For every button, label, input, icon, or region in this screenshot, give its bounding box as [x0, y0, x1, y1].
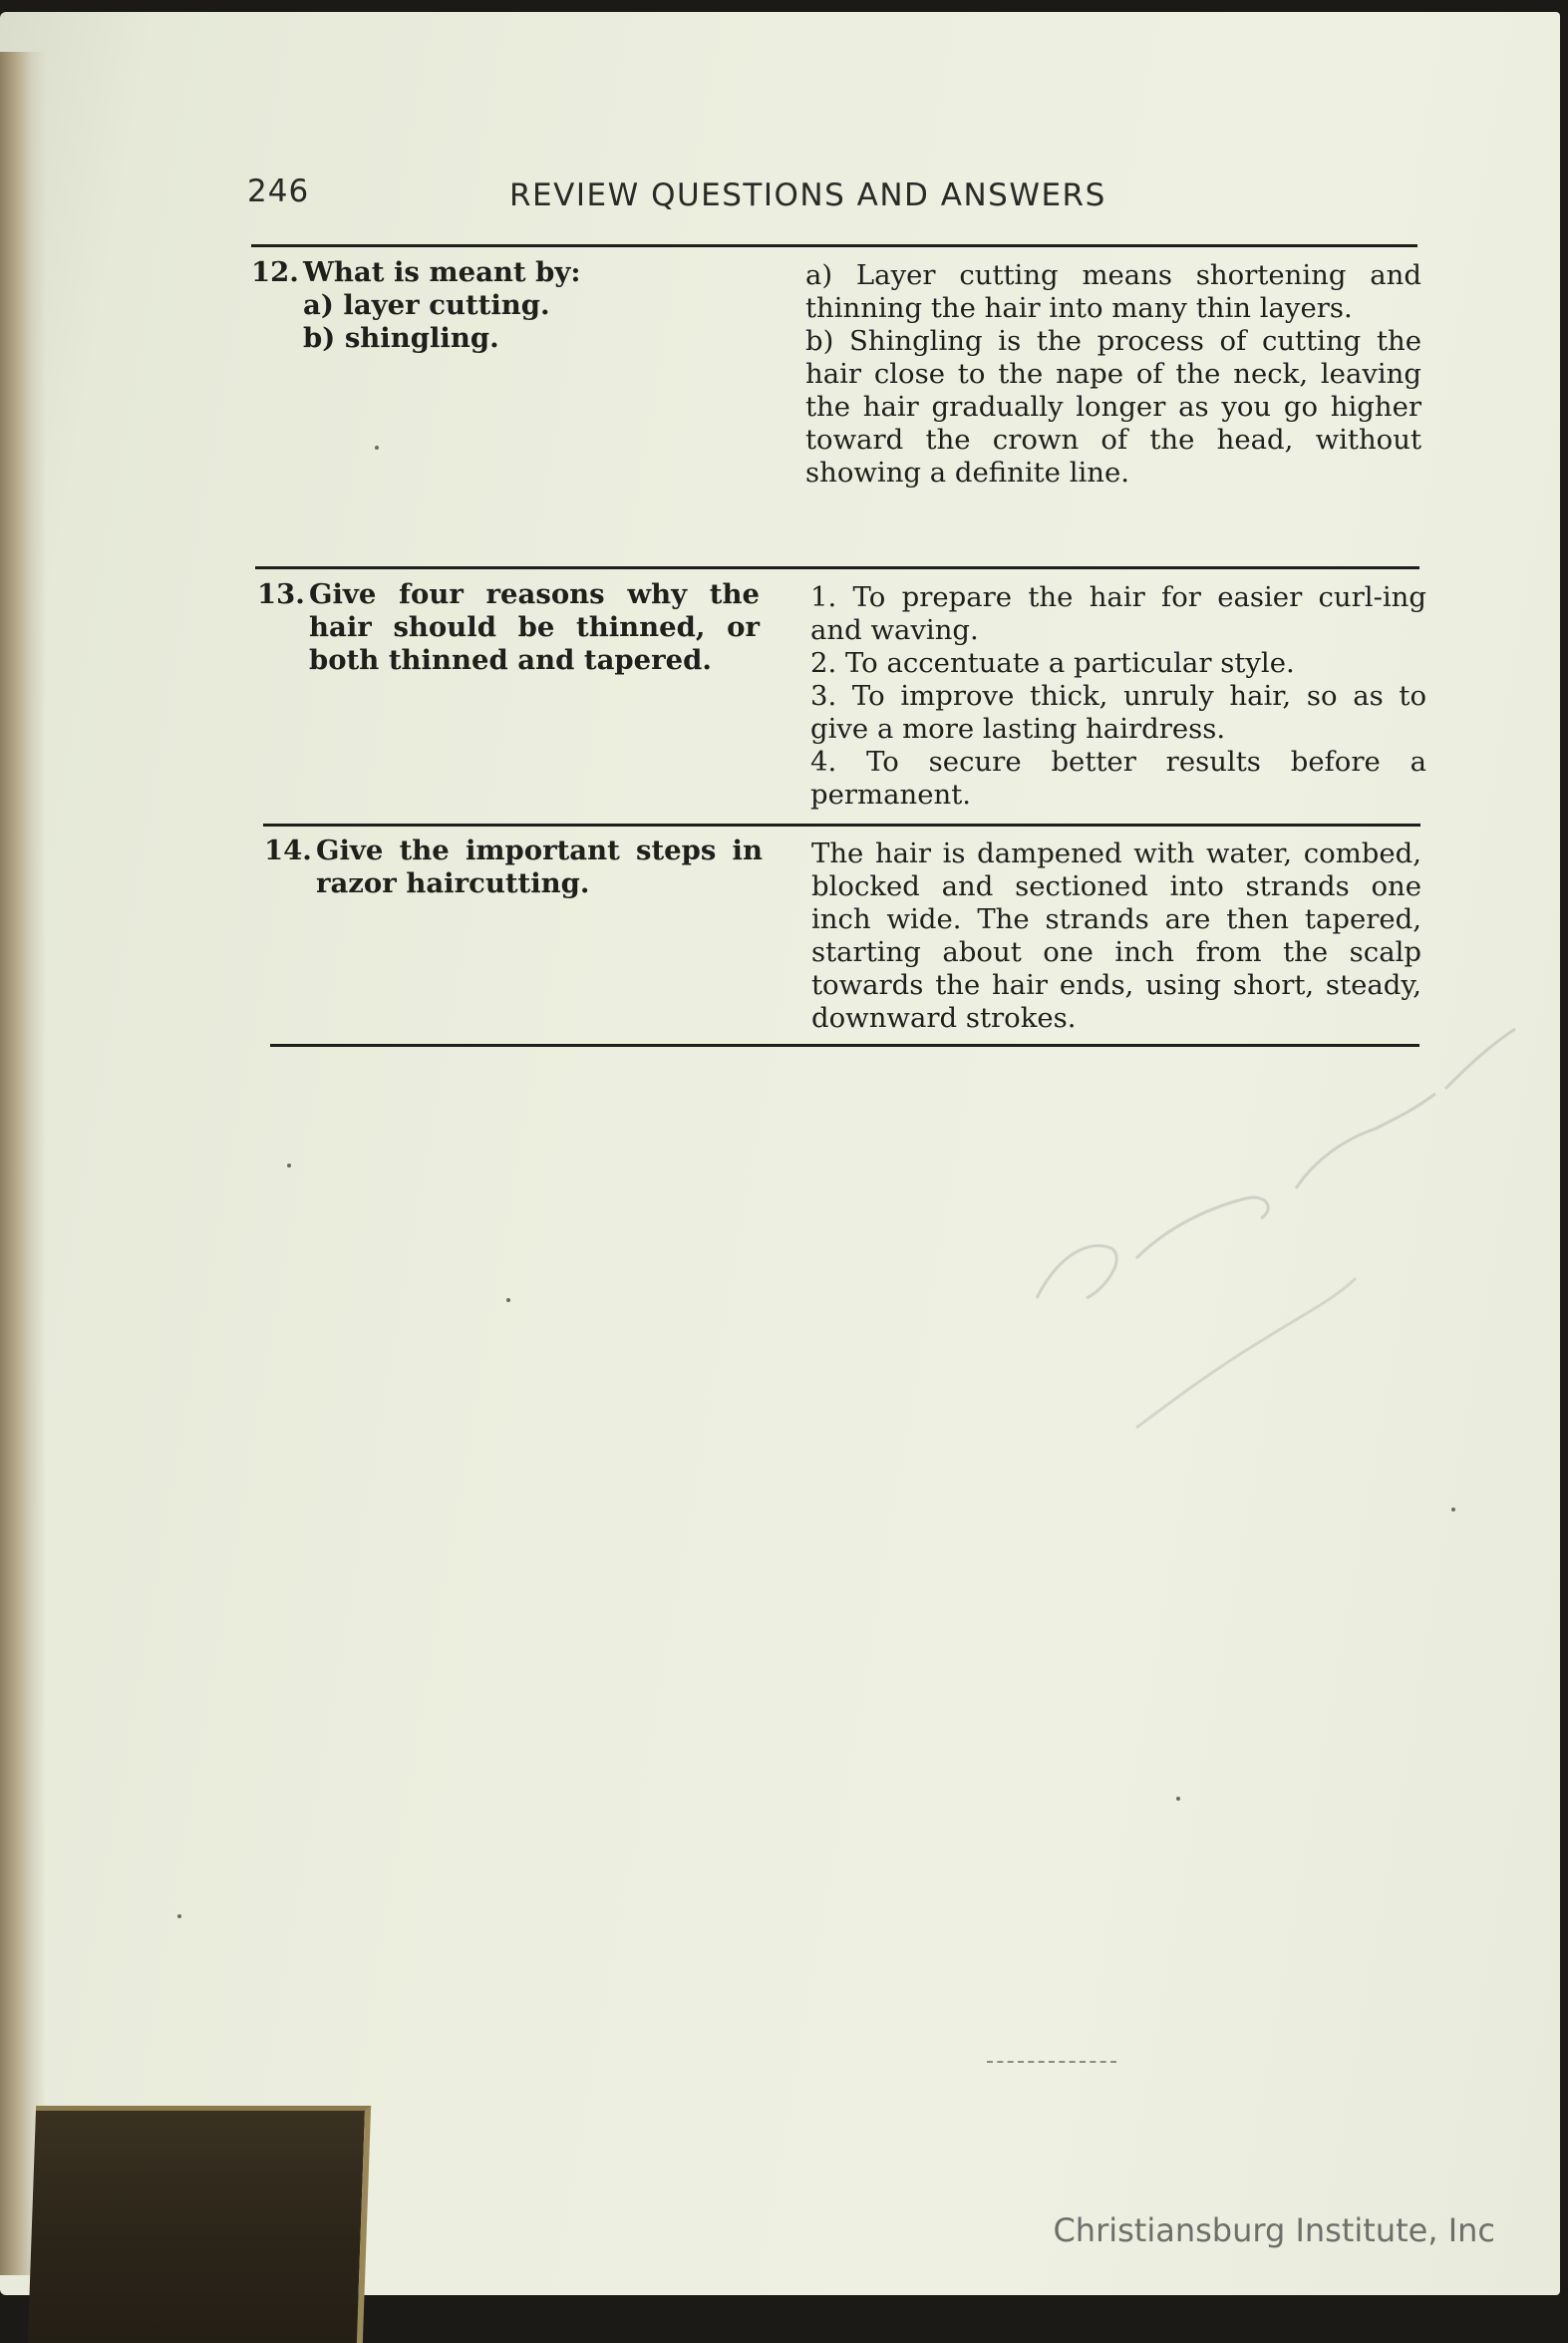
answer-paragraph: 2. To accentuate a particular style.: [810, 647, 1295, 679]
question-text: Give four reasons why the hair should be thinned, or both thinned and tapered.: [309, 578, 760, 676]
paper-speck: [287, 1164, 291, 1168]
question-text: Give the important steps in razor haircutting.: [316, 835, 763, 899]
answer-paragraph: The hair is dampened with water, combed, blocked and sectioned into strands one inch wide. The strands are then tapered, starting about one inch from the scalp towards the hair ends, using short, steady, downward strokes.: [811, 837, 1421, 1034]
page-number: 246: [247, 173, 310, 209]
answer: [805, 259, 1421, 490]
pencil-scribble: [1017, 1009, 1568, 1448]
answer: [810, 581, 1426, 812]
question-number: 14.: [264, 835, 312, 866]
answer-paragraph: 1. To prepare the hair for easier curl-ing and waving.: [810, 581, 1426, 646]
watermark: Christiansburg Institute, Inc: [1053, 2211, 1495, 2249]
paper-speck: [1451, 1507, 1455, 1511]
page-header: [247, 173, 1418, 217]
answer-paragraph: 3. To improve thick, unruly hair, so as to give a more lasting hairdress.: [810, 680, 1426, 745]
answer-paragraph: a) Layer cutting means shortening and thinning the hair into many thin layers.: [805, 259, 1421, 324]
paper-speck: [1176, 1797, 1180, 1801]
question-number: 13.: [257, 578, 305, 610]
question: [251, 256, 760, 355]
answer-paragraph: b) Shingling is the process of cutting the hair close to the nape of the neck, leaving the hair gradually longer as you go higher toward the crown of the head, without showing a definite line.: [805, 325, 1421, 489]
paper-speck: [375, 446, 379, 450]
bookmark-tab: [28, 2106, 371, 2343]
question-number: 12.: [251, 256, 299, 288]
question: [264, 835, 763, 900]
question-part: b) shingling.: [303, 322, 499, 354]
answer-paragraph: 4. To secure better results before a permanent.: [810, 746, 1426, 811]
faint-dash-mark: [987, 2061, 1116, 2065]
answer: [811, 837, 1421, 1035]
book-page: [0, 12, 1560, 2295]
question-text: What is meant by:: [303, 256, 581, 288]
running-title: REVIEW QUESTIONS AND ANSWERS: [509, 177, 1106, 213]
divider-rule: [255, 566, 1419, 569]
divider-rule: [251, 244, 1417, 247]
paper-speck: [506, 1298, 510, 1302]
question-part: a) layer cutting.: [303, 289, 550, 321]
paper-speck: [177, 1914, 181, 1918]
divider-rule: [263, 824, 1420, 827]
question: [257, 578, 760, 677]
page-stack-edge: [0, 52, 46, 2275]
